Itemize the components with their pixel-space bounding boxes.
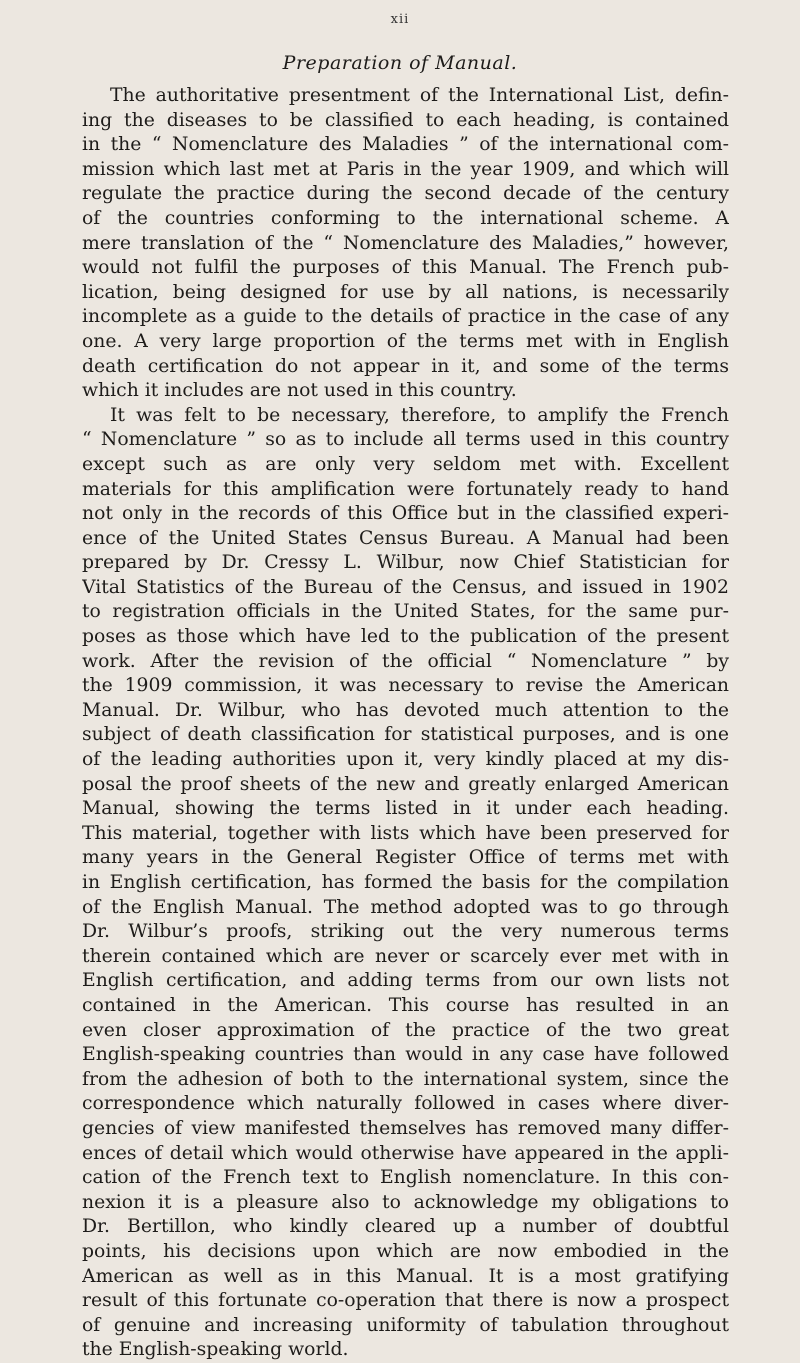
text-line: Vital Statistics of the Bureau of the Census, and issued in 1902 (82, 576, 729, 598)
text-line: result of this fortunate co-operation that there is now a prospect (82, 1290, 729, 1312)
text-line: Dr. Bertillon, who kindly cleared up a number of doubtful (82, 1216, 729, 1238)
text-line: even closer approximation of the practice of the two great (82, 1019, 729, 1041)
text-line: death certification do not appear in it, and some of the terms (82, 355, 729, 377)
page-number: xii (390, 12, 410, 27)
text-line: mission which last met at Paris in the year 1909, and which will (82, 158, 729, 180)
text-line: ing the diseases to be classified to each heading, is contained (82, 109, 729, 131)
text-line: would not fulfil the purposes of this Manual. The French pub- (82, 257, 729, 279)
text-line: nexion it is a pleasure also to acknowledge my obligations to (82, 1191, 729, 1213)
text-line: Manual. Dr. Wilbur, who has devoted much attention to the (82, 699, 729, 721)
body-text (82, 84, 729, 1363)
text-line: lication, being designed for use by all nations, is necessarily (82, 281, 729, 303)
text-line: regulate the practice during the second decade of the century (82, 183, 729, 205)
paragraph (82, 404, 729, 1363)
text-line: English certification, and adding terms from our own lists not (82, 970, 729, 992)
text-line: points, his decisions upon which are now embodied in the (82, 1240, 729, 1262)
text-line: This material, together with lists which have been preserved for (82, 822, 729, 844)
text-line: posal the proof sheets of the new and greatly enlarged American (82, 773, 729, 795)
text-line: ence of the United States Census Bureau. A Manual had been (82, 527, 729, 549)
text-line: which it includes are not used in this country. (82, 380, 517, 402)
text-line: incomplete as a guide to the details of practice in the case of any (82, 306, 729, 328)
text-line: materials for this amplification were fortunately ready to hand (82, 478, 729, 500)
text-line: prepared by Dr. Cressy L. Wilbur, now Chief Statistician for (82, 552, 729, 574)
text-line: gencies of view manifested themselves has removed many differ- (82, 1117, 729, 1139)
text-line: the 1909 commission, it was necessary to revise the American (82, 675, 729, 697)
text-line: in the “ Nomenclature des Maladies ” of the international com- (82, 134, 729, 156)
text-line: Manual, showing the terms listed in it under each heading. (82, 798, 729, 820)
text-line: “ Nomenclature ” so as to include all terms used in this country (82, 429, 729, 451)
text-line: subject of death classification for statistical purposes, and is one (82, 724, 729, 746)
text-line: to registration officials in the United States, for the same pur- (82, 601, 729, 623)
text-line: American as well as in this Manual. It is a most gratifying (82, 1265, 729, 1287)
text-line: The authoritative presentment of the International List, defin- (110, 85, 729, 106)
text-line: one. A very large proportion of the terms met with in English (82, 330, 729, 352)
text-line: work. After the revision of the official “ Nomenclature ” by (82, 650, 729, 672)
text-line: English-speaking countries than would in any case have followed (82, 1044, 729, 1066)
text-line: of the English Manual. The method adopted was to go through (82, 896, 729, 918)
text-line: of genuine and increasing uniformity of tabulation throughout (82, 1314, 729, 1336)
text-line: correspondence which naturally followed in cases where diver- (82, 1093, 729, 1115)
text-line: cation of the French text to English nomenclature. In this con- (82, 1167, 729, 1189)
text-line: not only in the records of this Office but in the classified experi- (82, 503, 729, 525)
text-line: contained in the American. This course has resulted in an (82, 994, 729, 1016)
text-line: mere translation of the “ Nomenclature des Maladies,” however, (82, 232, 729, 254)
text-line: It was felt to be necessary, therefore, to amplify the French (110, 404, 729, 426)
text-line: therein contained which are never or scarcely ever met with in (82, 945, 729, 967)
text-line: the English-speaking world. (82, 1339, 349, 1361)
text-line: from the adhesion of both to the international system, since the (82, 1068, 729, 1090)
paragraph (82, 84, 729, 404)
running-head: Preparation of Manual. (282, 52, 518, 74)
text-line: of the leading authorities upon it, very kindly placed at my dis- (82, 749, 729, 771)
text-line: Dr. Wilbur’s proofs, striking out the very numerous terms (82, 921, 729, 943)
text-line: of the countries conforming to the international scheme. A (82, 207, 729, 229)
text-line: except such as are only very seldom met with. Excellent (82, 453, 729, 475)
text-line: in English certification, has formed the basis for the compilation (82, 872, 729, 893)
text-line: ences of detail which would otherwise have appeared in the appli- (82, 1142, 729, 1164)
text-line: many years in the General Register Office of terms met with (82, 847, 729, 869)
text-line: poses as those which have led to the publication of the present (82, 626, 729, 648)
